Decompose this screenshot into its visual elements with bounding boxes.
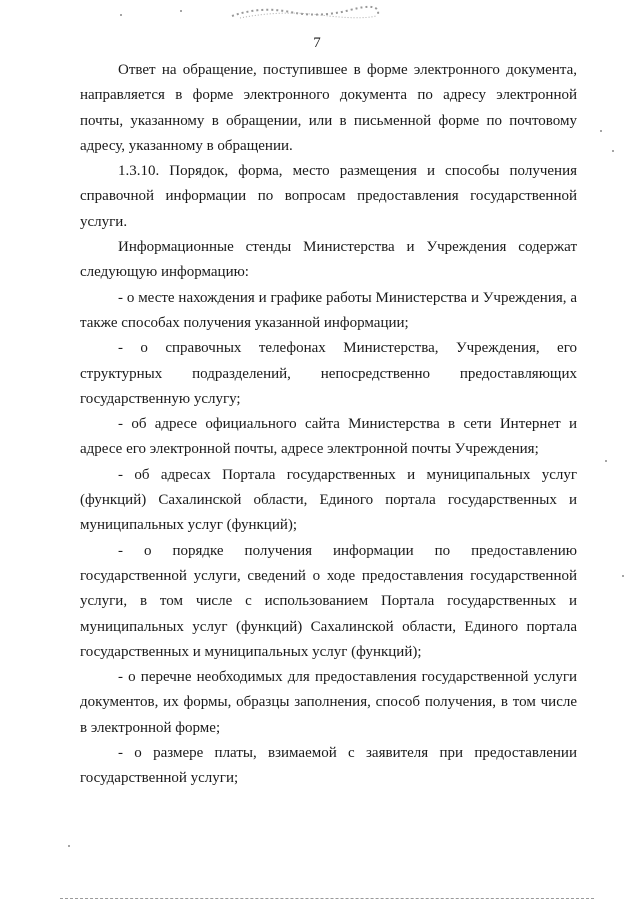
list-item-phones: - о справочных телефонах Министерства, Учреждения, его структурных подразделений, непосредственно предоставляющих государственную услугу; — [80, 340, 577, 407]
scan-speck — [612, 150, 614, 152]
scan-speck — [68, 845, 70, 847]
page-number: 7 — [313, 35, 321, 51]
scan-speck — [180, 10, 182, 12]
scan-speck — [120, 14, 122, 16]
scan-speck — [600, 130, 602, 132]
page-bottom-edge — [60, 898, 594, 899]
scan-speck — [622, 575, 624, 577]
scan-smudge-mark — [230, 4, 380, 20]
paragraph-electronic-response: Ответ на обращение, поступившее в форме электронного документа, направляется в форме электронного документа по адресу электронной почты, указанному в обращении, или в письменной форме по почтовому адресу, указанному в обращении. — [80, 62, 577, 154]
list-item-documents: - о перечне необходимых для предоставления государственной услуги документов, их формы, образцы заполнения, способ получения, в том числе в электронной форме; — [80, 669, 577, 736]
document-body — [80, 58, 577, 792]
list-item-procedure: - о порядке получения информации по предоставлению государственной услуги, сведений о ходе предоставления государственной услуги, в том числе с использованием Портала государственных и муниципальных услуг (функций) Сахалинской области, Единого портала государственных и муниципальных услуг (функций); — [80, 542, 577, 660]
list-item-website: - об адресе официального сайта Министерства в сети Интернет и адресе его электронной почты, адресе электронной почты Учреждения; — [80, 416, 577, 458]
list-item-location: - о месте нахождения и графике работы Министерства и Учреждения, а также способах получения указанной информации; — [80, 289, 577, 331]
list-item-fee: - о размере платы, взимаемой с заявителя при предоставлении государственной услуги; — [80, 745, 577, 787]
scan-speck — [605, 460, 607, 462]
list-item-portals: - об адресах Портала государственных и муниципальных услуг (функций) Сахалинской области, Единого портала государственных и муниципальных услуг (функций); — [80, 466, 577, 534]
paragraph-stands-intro: Информационные стенды Министерства и Учреждения содержат следующую информацию: — [80, 239, 577, 281]
paragraph-section-heading: 1.3.10. Порядок, форма, место размещения и способы получения справочной информации по вопросам предоставления государственной услуги. — [80, 163, 577, 230]
